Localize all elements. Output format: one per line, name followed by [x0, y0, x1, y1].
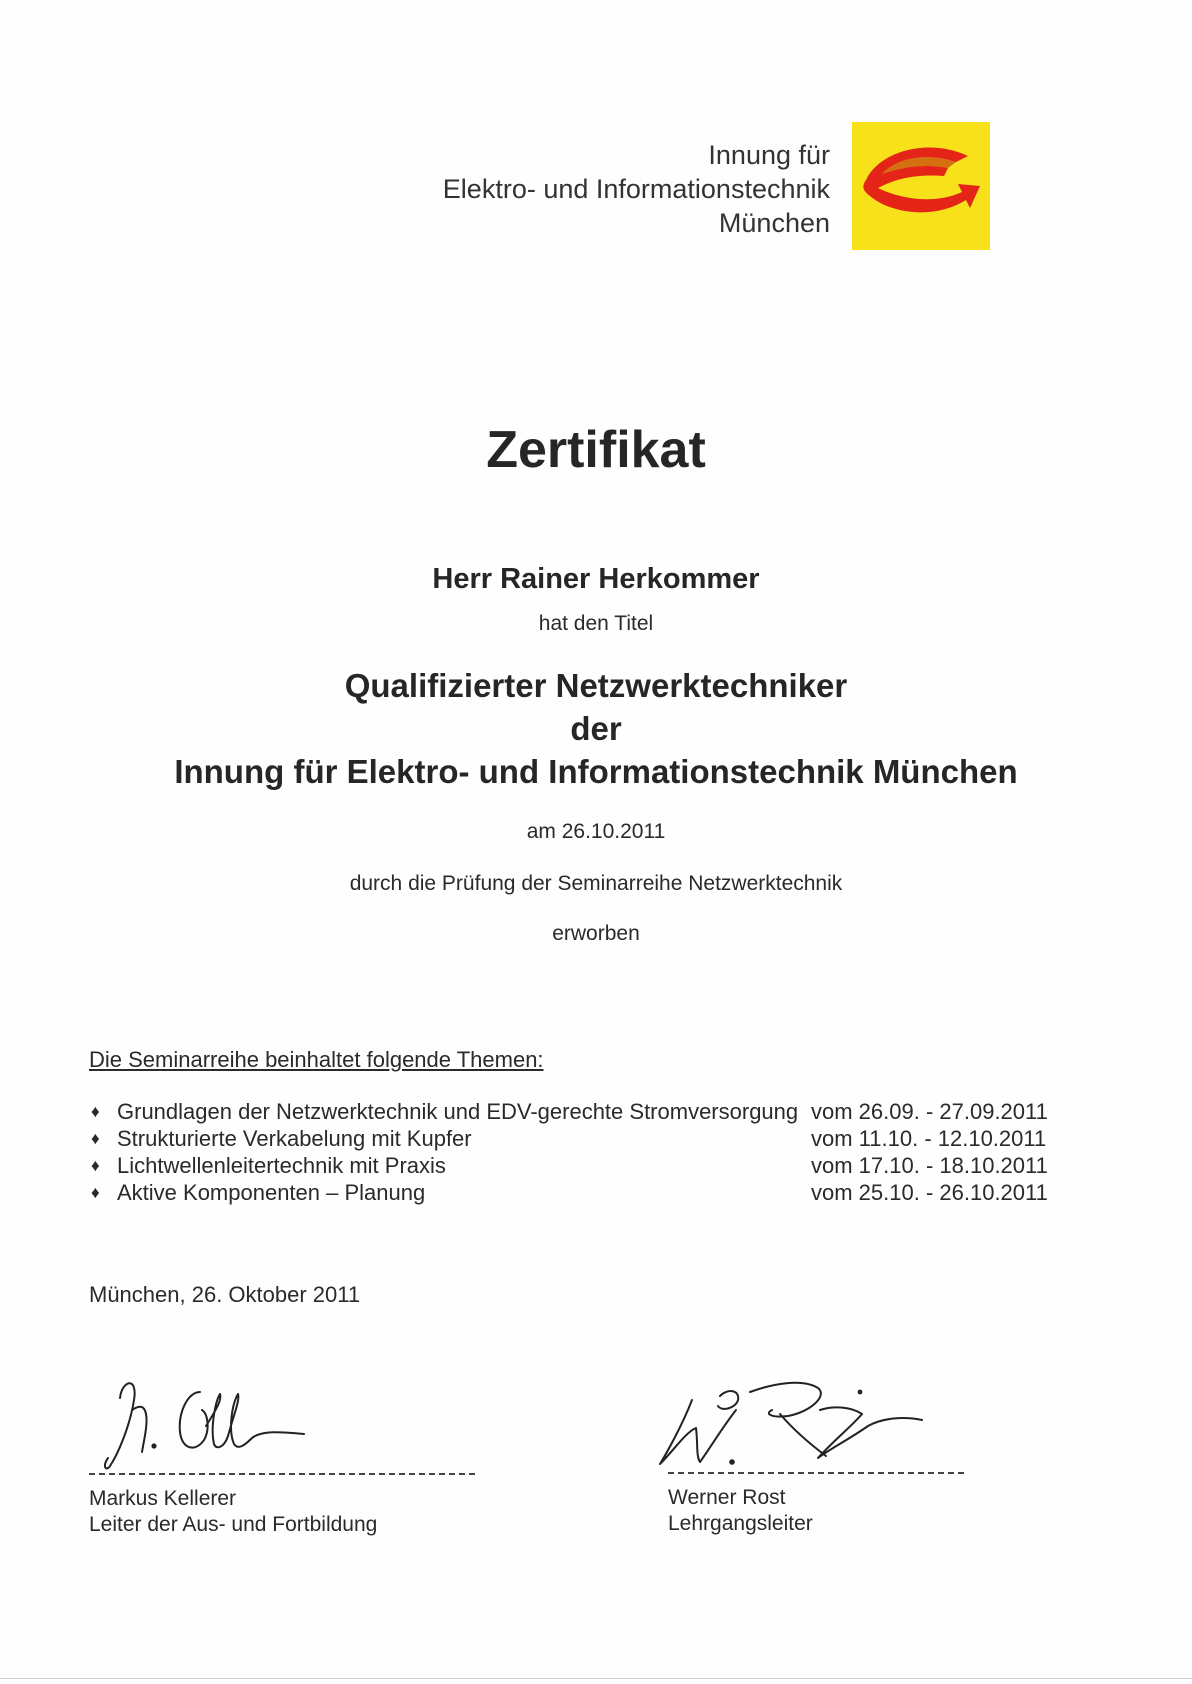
- org-name: [443, 138, 830, 240]
- list-item: [89, 1179, 1049, 1206]
- signer-right-role: Lehrgangsleiter: [668, 1512, 813, 1535]
- signer-left: [89, 1486, 377, 1538]
- signature-left-image: [92, 1370, 322, 1480]
- e-marke-logo-icon: [852, 122, 990, 250]
- org-name-line-1: Innung für: [708, 140, 830, 170]
- topic-name: Aktive Komponenten – Planung: [117, 1180, 426, 1205]
- list-item: [89, 1098, 1049, 1125]
- topic-dates: vom 26.09. - 27.09.2011: [811, 1099, 1048, 1124]
- acquired-text: erworben: [552, 922, 640, 945]
- topic-dates: vom 11.10. - 12.10.2011: [811, 1126, 1047, 1151]
- intro-text: hat den Titel: [538, 612, 654, 635]
- bullet-icon: ♦: [91, 1156, 100, 1175]
- topic-name: Lichtwellenleitertechnik mit Praxis: [117, 1153, 446, 1178]
- bullet-icon: ♦: [91, 1102, 100, 1121]
- signature-right-image: [652, 1370, 932, 1480]
- certificate-title: Zertifikat: [486, 421, 706, 479]
- topics-list: [89, 1098, 1049, 1206]
- topic-dates: vom 25.10. - 26.10.2011: [811, 1180, 1048, 1205]
- recipient-name: Herr Rainer Herkommer: [432, 563, 760, 595]
- bullet-icon: ♦: [91, 1129, 100, 1148]
- org-name-line-2: Elektro- und Informationstechnik: [442, 174, 830, 204]
- topic-dates: vom 17.10. - 18.10.2011: [811, 1153, 1048, 1178]
- award-date: am 26.10.2011: [526, 820, 666, 843]
- topic-name: Grundlagen der Netzwerktechnik und EDV-gerechte Stromversorgung: [117, 1099, 799, 1124]
- signer-left-name: Markus Kellerer: [89, 1487, 237, 1510]
- degree-line-2: der: [570, 710, 622, 747]
- degree-line-3: Innung für Elektro- und Informationstechnik München: [174, 753, 1018, 790]
- topics-heading: Die Seminarreihe beinhaltet folgende Themen:: [89, 1047, 544, 1072]
- degree-title: [0, 664, 1192, 793]
- exam-text: durch die Prüfung der Seminarreihe Netzwerktechnik: [349, 872, 843, 895]
- list-item: [89, 1125, 1049, 1152]
- bullet-icon: ♦: [91, 1183, 100, 1202]
- list-item: [89, 1152, 1049, 1179]
- signer-right: [668, 1485, 813, 1537]
- topic-name: Strukturierte Verkabelung mit Kupfer: [117, 1126, 472, 1151]
- page-bottom-edge: [0, 1678, 1192, 1679]
- place-and-date: München, 26. Oktober 2011: [89, 1282, 361, 1307]
- signature-left-line: [89, 1473, 475, 1475]
- signer-left-role: Leiter der Aus- und Fortbildung: [89, 1513, 378, 1536]
- org-name-line-3: München: [718, 208, 830, 238]
- signer-right-name: Werner Rost: [668, 1486, 786, 1509]
- degree-line-1: Qualifizierter Netzwerktechniker: [344, 667, 848, 704]
- signature-right-line: [668, 1472, 964, 1474]
